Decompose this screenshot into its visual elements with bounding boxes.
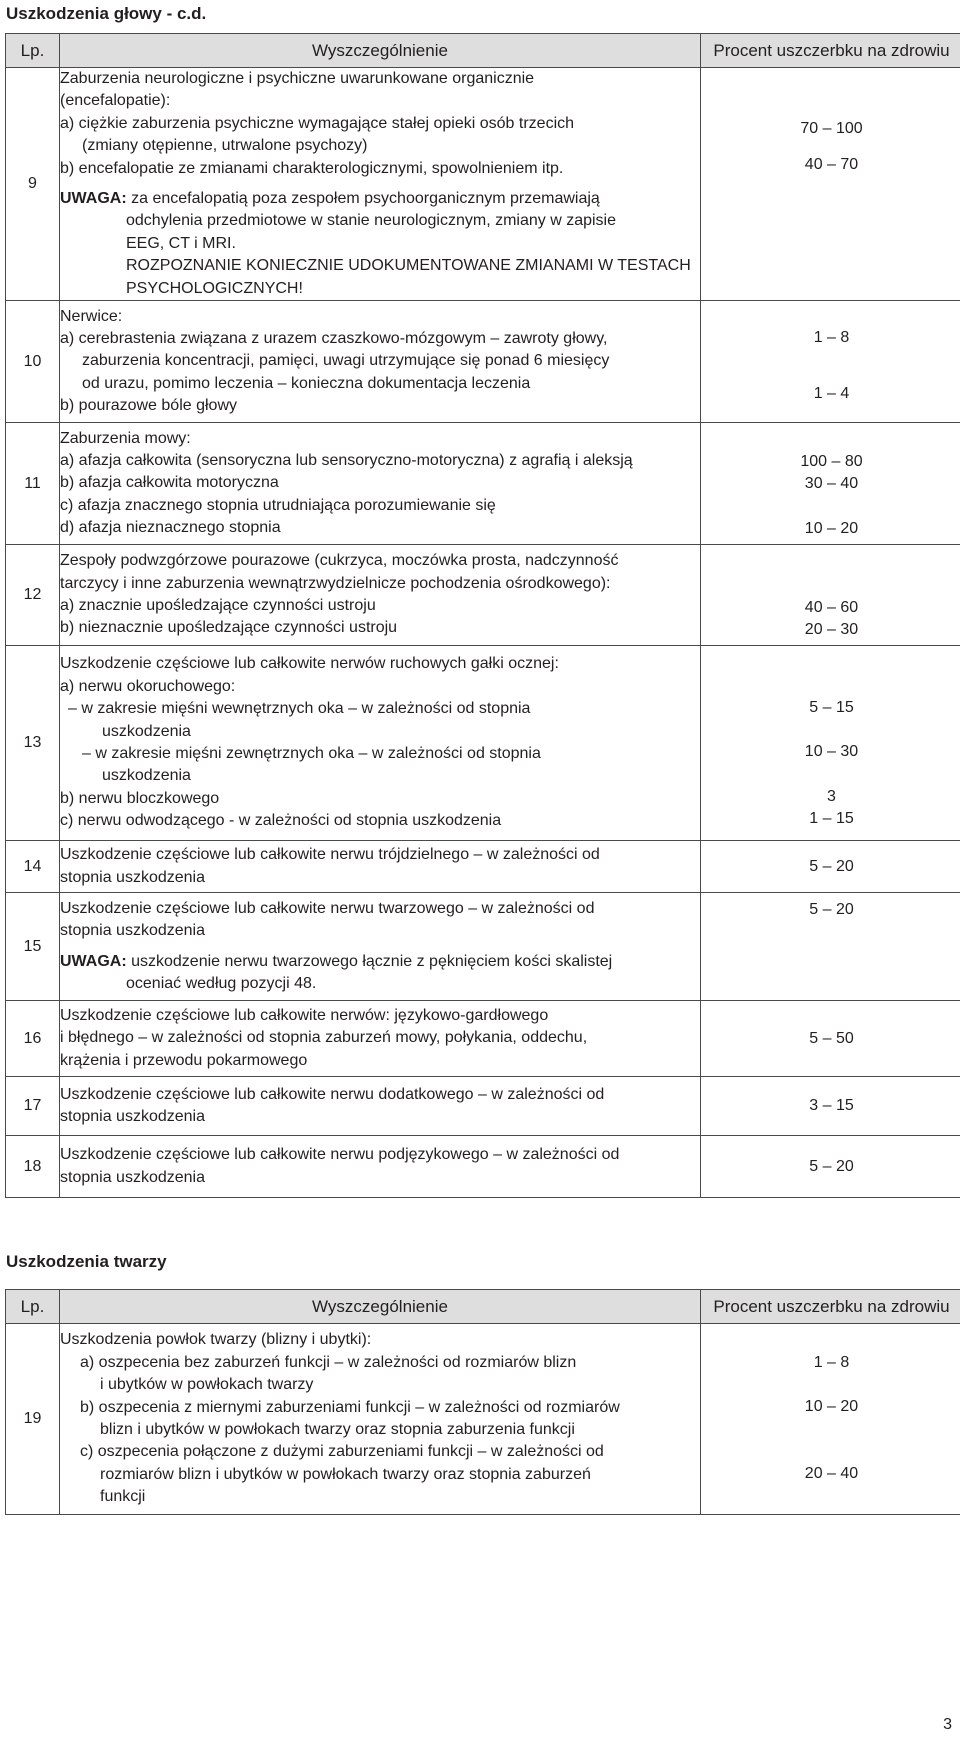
note-label: UWAGA: bbox=[60, 190, 127, 208]
row-percent: 70 – 100 40 – 70 bbox=[701, 68, 960, 301]
row-number: 17 bbox=[6, 1077, 60, 1136]
header-desc: Wyszczególnienie bbox=[60, 34, 701, 68]
table-row bbox=[6, 545, 960, 646]
table-row bbox=[6, 301, 960, 423]
row-number: 13 bbox=[6, 646, 60, 841]
header-lp: Lp. bbox=[6, 1290, 60, 1324]
head-injuries-table bbox=[5, 33, 960, 1198]
note-label: UWAGA: bbox=[60, 952, 127, 970]
row-description: Uszkodzenie częściowe lub całkowite nerwów: językowo-gardłowego i błędnego – w zależności od stopnia zaburzeń mowy, połykania, oddechu, krążenia i przewodu pokarmowego bbox=[60, 1001, 701, 1077]
row-percent: 5 – 20 bbox=[701, 1136, 960, 1198]
row-number: 10 bbox=[6, 301, 60, 423]
row-description: Nerwice: a) cerebrastenia związana z urazem czaszkowo-mózgowym – zawroty głowy, zaburzenia koncentracji, pamięci, uwagi utrzymujące się ponad 6 miesięcy od urazu, pomimo leczenia – konieczna dokumentacja leczenia b) pourazowe bóle głowy bbox=[60, 301, 701, 423]
row-number: 9 bbox=[6, 68, 60, 301]
table-row bbox=[6, 423, 960, 545]
row-number: 18 bbox=[6, 1136, 60, 1198]
table-header bbox=[6, 1290, 960, 1324]
table-row bbox=[6, 1324, 960, 1515]
row-percent: 5 – 50 bbox=[701, 1001, 960, 1077]
row-number: 12 bbox=[6, 545, 60, 646]
row-percent: 3 – 15 bbox=[701, 1077, 960, 1136]
table-row bbox=[6, 646, 960, 841]
table-header bbox=[6, 34, 960, 68]
row-number: 11 bbox=[6, 423, 60, 545]
row-description: Uszkodzenie częściowe lub całkowite nerwu podjęzykowego – w zależności od stopnia uszkodzenia bbox=[60, 1136, 701, 1198]
row-percent: 1 – 8 10 – 20 20 – 40 bbox=[701, 1324, 960, 1515]
header-desc: Wyszczególnienie bbox=[60, 1290, 701, 1324]
row-number: 19 bbox=[6, 1324, 60, 1515]
section-title-face: Uszkodzenia twarzy bbox=[6, 1252, 167, 1271]
row-number: 14 bbox=[6, 841, 60, 893]
table-row bbox=[6, 893, 960, 1001]
row-description: Uszkodzenie częściowe lub całkowite nerwu trójdzielnego – w zależności od stopnia uszkodzenia bbox=[60, 841, 701, 893]
header-lp: Lp. bbox=[6, 34, 60, 68]
table-row bbox=[6, 1136, 960, 1198]
table-row bbox=[6, 841, 960, 893]
row-description: Uszkodzenie częściowe lub całkowite nerwów ruchowych gałki ocznej: a) nerwu okoruchowego: – w zakresie mięśni wewnętrznych oka – w zależności od stopnia uszkodzenia – w zakresie mięśni zewnętrznych oka – w zależności od stopnia uszkodzenia b) nerwu bloczkowego c) nerwu odwodzącego - w zależności od stopnia uszkodzenia bbox=[60, 646, 701, 841]
row-description: Uszkodzenia powłok twarzy (blizny i ubytki): a) oszpecenia bez zaburzeń funkcji – w zależności od rozmiarów blizn i ubytków w powłokach twarzy b) oszpecenia z miernymi zaburzeniami funkcji – w zależności od rozmiarów blizn i ubytków w powłokach twarzy oraz stopnia zaburzenia funkcji c) oszpecenia połączone z dużymi zaburzeniami funkcji – w zależności od rozmiarów blizn i ubytków w powłokach twarzy oraz stopnia zaburzeń funkcji bbox=[60, 1324, 701, 1515]
section-title-head: Uszkodzenia głowy - c.d. bbox=[6, 4, 207, 23]
table-row bbox=[6, 1077, 960, 1136]
table-row bbox=[6, 68, 960, 301]
page-number: 3 bbox=[943, 1716, 952, 1733]
row-percent: 40 – 60 20 – 30 bbox=[701, 545, 960, 646]
row-description: Zespoły podwzgórzowe pourazowe (cukrzyca, moczówka prosta, nadczynność tarczycy i inne zaburzenia wewnątrzwydzielnicze pochodzenia ośrodkowego): a) znacznie upośledzające czynności ustroju b) nieznacznie upośledzające czynności ustroju bbox=[60, 545, 701, 646]
face-injuries-table bbox=[5, 1289, 960, 1515]
row-percent: 1 – 8 1 – 4 bbox=[701, 301, 960, 423]
row-number: 15 bbox=[6, 893, 60, 1001]
table-row bbox=[6, 1001, 960, 1077]
row-percent: 5 – 20 bbox=[701, 841, 960, 893]
row-description: Uszkodzenie częściowe lub całkowite nerwu twarzowego – w zależności od stopnia uszkodzenia UWAGA: uszkodzenie nerwu twarzowego łącznie z pęknięciem kości skalistej oceniać według pozycji 48. bbox=[60, 893, 701, 1001]
row-description: Zaburzenia mowy: a) afazja całkowita (sensoryczna lub sensoryczno-motoryczna) z agrafią i aleksją b) afazja całkowita motoryczna c) afazja znacznego stopnia utrudniająca porozumiewanie się d) afazja nieznacznego stopnia bbox=[60, 423, 701, 545]
row-percent: 5 – 20 bbox=[701, 893, 960, 1001]
header-pct: Procent uszczerbku na zdrowiu bbox=[701, 34, 960, 68]
row-number: 16 bbox=[6, 1001, 60, 1077]
row-description: Uszkodzenie częściowe lub całkowite nerwu dodatkowego – w zależności od stopnia uszkodzenia bbox=[60, 1077, 701, 1136]
row-description: Zaburzenia neurologiczne i psychiczne uwarunkowane organicznie (encefalopatie): a) ciężkie zaburzenia psychiczne wymagające stałej opieki osób trzecich (zmiany otępienne, utrwalone psychozy) b) encefalopatie ze zmianami charakterologicznymi, spowolnieniem itp. UWAGA: za encefalopatią poza zespołem psychoorganicznym przemawiają odchylenia przedmiotowe w stanie neurologicznym, zmiany w zapisie EEG, CT i MRI. ROZPOZNANIE KONIECZNIE UDOKUMENTOWANE ZMIANAMI W TESTACH PSYCHOLOGICZNYCH! bbox=[60, 68, 701, 301]
row-percent: 100 – 80 30 – 40 10 – 20 bbox=[701, 423, 960, 545]
row-percent: 5 – 15 10 – 30 3 1 – 15 bbox=[701, 646, 960, 841]
header-pct: Procent uszczerbku na zdrowiu bbox=[701, 1290, 960, 1324]
